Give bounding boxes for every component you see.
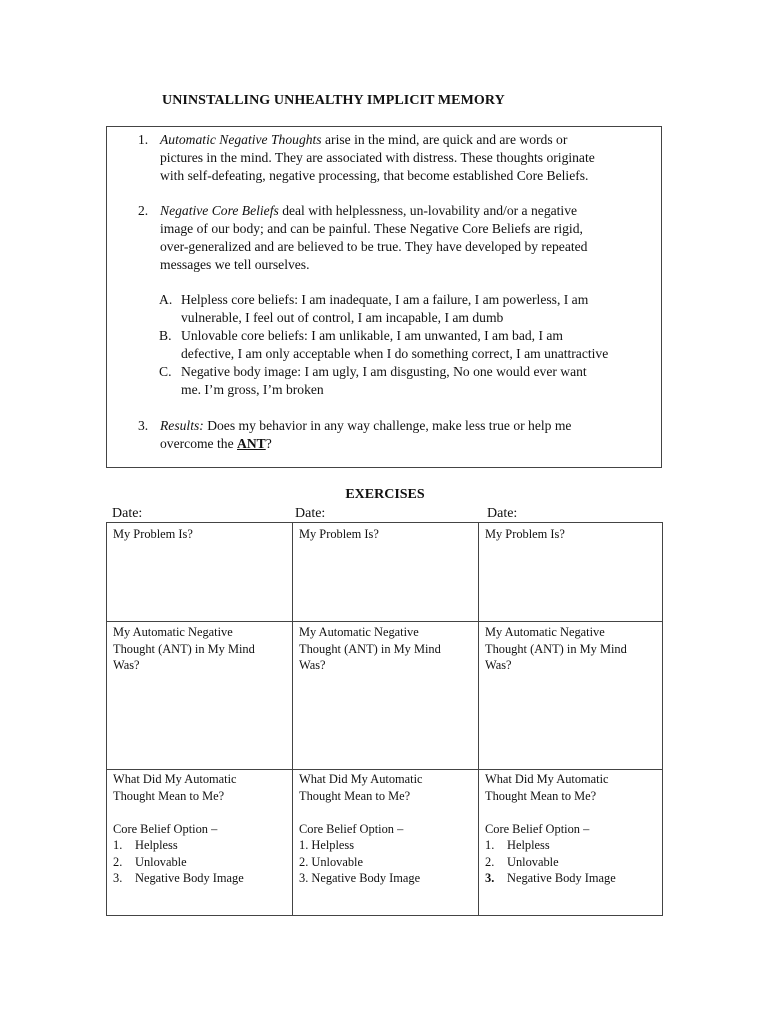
cell-label: Thought Mean to Me? <box>299 788 411 803</box>
core-belief-label: Core Belief Option – <box>113 821 218 836</box>
cell-label: My Problem Is? <box>299 527 379 541</box>
item-number: 1. <box>138 132 149 147</box>
item-number: 2. <box>138 203 149 218</box>
exercise-table <box>106 522 663 916</box>
ant-cell-1[interactable] <box>113 624 255 674</box>
cell-label: Was? <box>113 658 140 672</box>
item-text: arise in the mind, are quick and are words or <box>321 132 568 147</box>
cell-label: Thought (ANT) in My Mind <box>485 641 627 656</box>
exercises-title: EXERCISES <box>345 487 425 502</box>
info-box <box>106 126 662 468</box>
sub-item-letter: B. <box>159 328 172 343</box>
ant-acronym: ANT <box>237 436 266 451</box>
option-unlovable: 2. Unlovable <box>299 854 364 869</box>
date-label-1: Date: <box>112 506 143 521</box>
cell-label: What Did My Automatic <box>485 772 609 786</box>
item-number: 3. <box>138 418 149 433</box>
meaning-cell-3[interactable] <box>485 771 616 887</box>
core-belief-label: Core Belief Option – <box>299 821 404 836</box>
option-unlovable: 2. Unlovable <box>485 854 559 869</box>
sub-item-text: Helpless core beliefs: I am inadequate, I am a failure, I am powerless, I am <box>181 292 589 307</box>
sub-item-text: me. I’m gross, I’m broken <box>181 382 324 397</box>
cell-label: My Problem Is? <box>113 527 193 541</box>
option-negative-body-image: 3. Negative Body Image <box>113 871 244 885</box>
item-text: ? <box>265 436 272 451</box>
sub-item-letter: C. <box>159 364 172 379</box>
problem-cell-1[interactable] <box>113 526 193 543</box>
option-unlovable: 2. Unlovable <box>113 854 187 869</box>
item-text: with self-defeating, negative processing, that become established Core Beliefs. <box>160 168 589 183</box>
cell-label: What Did My Automatic <box>299 772 423 786</box>
option-negative-body-image: 3. Negative Body Image <box>485 871 616 885</box>
date-label-2: Date: <box>295 506 326 521</box>
ant-cell-3[interactable] <box>485 624 627 674</box>
cell-label: My Problem Is? <box>485 527 565 541</box>
row-divider <box>107 621 662 622</box>
sub-item-text: defective, I am only acceptable when I do something correct, I am unattractive <box>181 346 609 361</box>
item-term: Negative Core Beliefs <box>160 203 279 218</box>
cell-label: My Automatic Negative <box>113 625 233 639</box>
cell-label: My Automatic Negative <box>485 625 605 639</box>
cell-label: Thought Mean to Me? <box>485 788 597 803</box>
option-helpless: 1. Helpless <box>113 838 178 852</box>
sub-item-text: vulnerable, I feel out of control, I am incapable, I am dumb <box>181 310 504 325</box>
item-term: Automatic Negative Thoughts <box>160 132 322 147</box>
meaning-cell-2[interactable] <box>299 771 423 887</box>
item-text: over-generalized and are believed to be true. They have developed by repeated <box>160 239 588 254</box>
item-text: image of our body; and can be painful. These Negative Core Beliefs are rigid, <box>160 221 583 236</box>
item-text: overcome the <box>160 436 237 451</box>
item-text: pictures in the mind. They are associated with distress. These thoughts originate <box>160 150 595 165</box>
page-title: UNINSTALLING UNHEALTHY IMPLICIT MEMORY <box>162 93 505 108</box>
meaning-cell-1[interactable] <box>113 771 244 887</box>
problem-cell-3[interactable] <box>485 526 565 543</box>
cell-label: Was? <box>299 658 326 672</box>
sub-item-letter: A. <box>159 292 173 307</box>
problem-cell-2[interactable] <box>299 526 379 543</box>
ant-cell-2[interactable] <box>299 624 441 674</box>
item-text: deal with helplessness, un-lovability and/or a negative <box>278 203 578 218</box>
sub-item-text: Unlovable core beliefs: I am unlikable, I am unwanted, I am bad, I am <box>181 328 563 343</box>
item-term: Results: <box>160 418 204 433</box>
cell-label: Thought (ANT) in My Mind <box>113 641 255 656</box>
column-divider <box>292 523 293 915</box>
row-divider <box>107 769 662 770</box>
cell-label: My Automatic Negative <box>299 625 419 639</box>
item-text: messages we tell ourselves. <box>160 257 310 272</box>
cell-label: Was? <box>485 658 512 672</box>
sub-item-text: Negative body image: I am ugly, I am disgusting, No one would ever want <box>181 364 587 379</box>
option-helpless: 1. Helpless <box>485 838 550 852</box>
item-text: Does my behavior in any way challenge, make less true or help me <box>203 418 572 433</box>
core-belief-label: Core Belief Option – <box>485 821 590 836</box>
cell-label: What Did My Automatic <box>113 772 237 786</box>
date-label-3: Date: <box>487 506 518 521</box>
option-negative-body-image: 3. Negative Body Image <box>299 871 421 885</box>
option-helpless: 1. Helpless <box>299 838 355 852</box>
column-divider <box>478 523 479 915</box>
cell-label: Thought (ANT) in My Mind <box>299 641 441 656</box>
cell-label: Thought Mean to Me? <box>113 788 225 803</box>
